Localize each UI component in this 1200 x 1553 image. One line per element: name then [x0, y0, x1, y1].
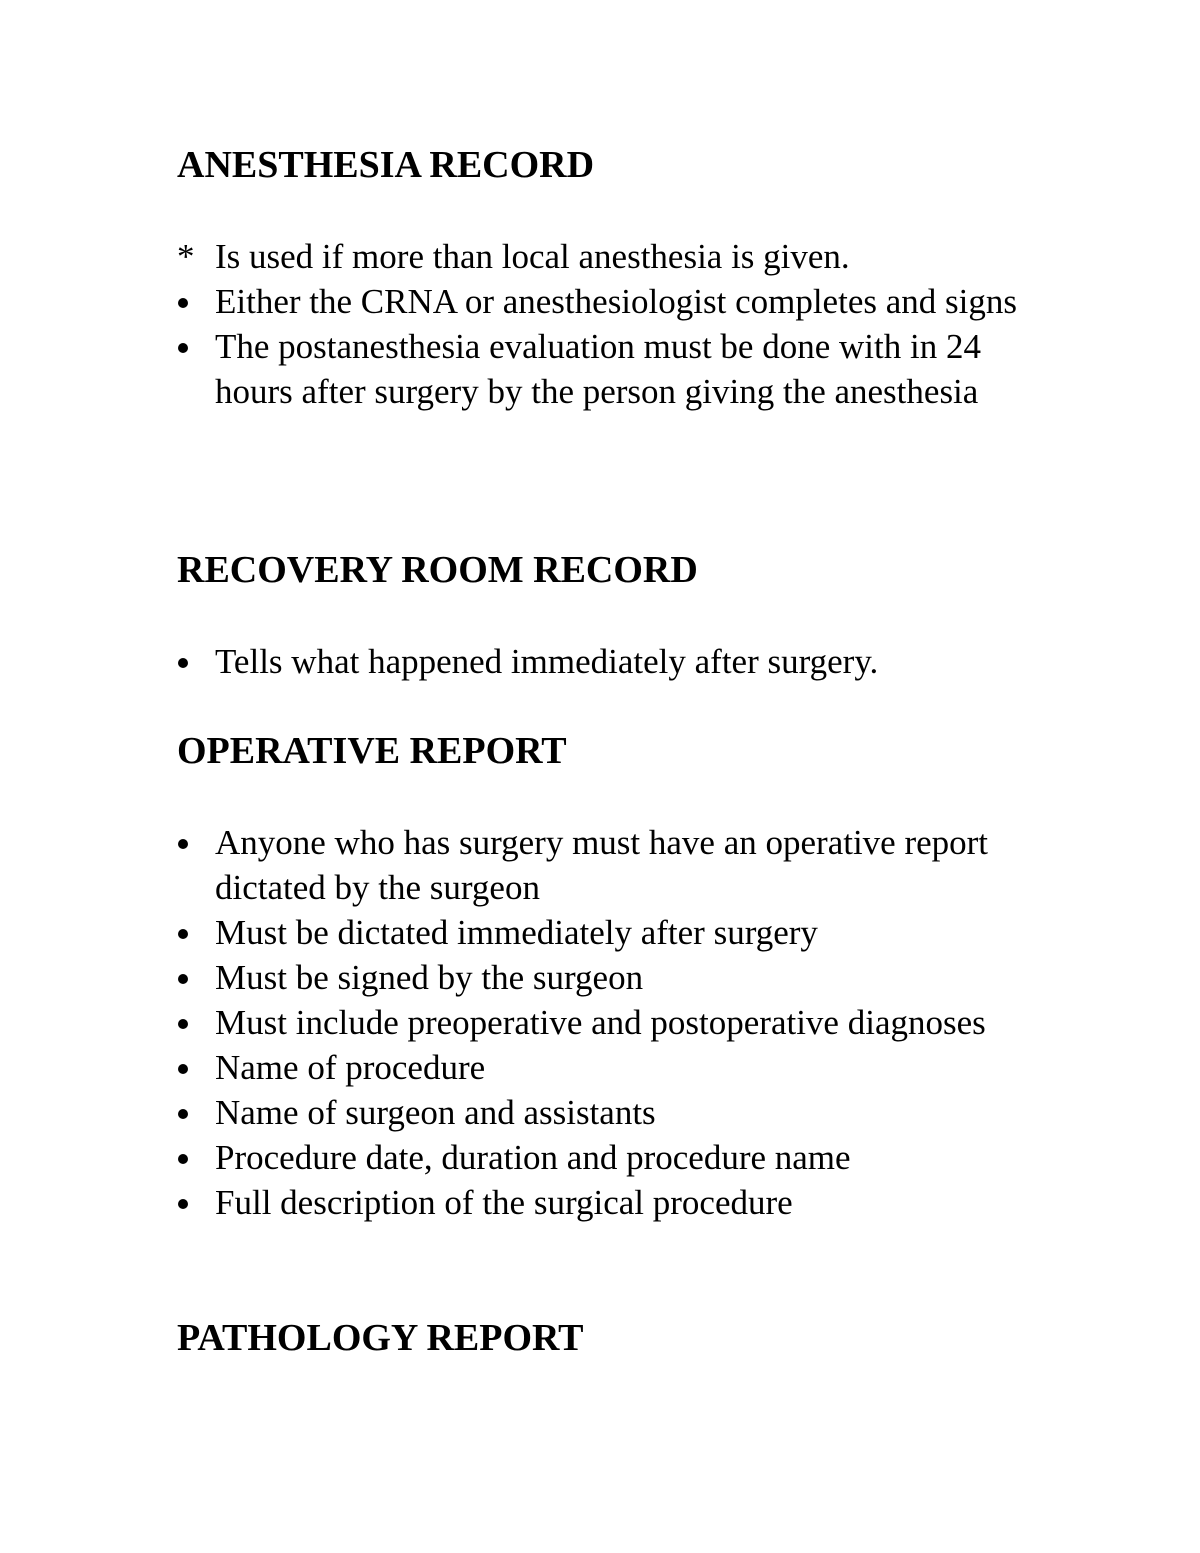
- bullet-icon: [177, 910, 207, 955]
- list-item-text: Must include preoperative and postoperative diagnoses: [215, 1003, 986, 1042]
- list-item: [177, 639, 1017, 684]
- list-item: [177, 234, 1017, 279]
- list-item-text: Anyone who has surgery must have an operative report dictated by the surgeon: [215, 823, 989, 907]
- list-item: [177, 820, 1017, 910]
- list-item-text: Must be dictated immediately after surgery: [215, 913, 818, 952]
- bullet-icon: [177, 279, 207, 324]
- list-item-text: Name of surgeon and assistants: [215, 1093, 656, 1132]
- bullet-icon: [177, 1090, 207, 1135]
- operative-report-list: [177, 820, 1017, 1225]
- recovery-room-record-list: [177, 639, 1017, 684]
- list-item: [177, 1045, 1017, 1090]
- list-item-text: Tells what happened immediately after surgery.: [215, 642, 879, 681]
- bullet-icon: [177, 1180, 207, 1225]
- list-item: [177, 324, 1017, 414]
- list-item: [177, 1135, 1017, 1180]
- bullet-icon: [177, 639, 207, 684]
- section-heading-anesthesia-record: ANESTHESIA RECORD: [177, 144, 595, 186]
- list-item-text: Either the CRNA or anesthesiologist completes and signs: [215, 282, 1017, 321]
- list-item-text: Procedure date, duration and procedure name: [215, 1138, 851, 1177]
- list-item-text: Name of procedure: [215, 1048, 486, 1087]
- bullet-icon: [177, 1000, 207, 1045]
- list-item: [177, 1180, 1017, 1225]
- list-item-text: The postanesthesia evaluation must be done with in 24 hours after surgery by the person giving the anesthesia: [215, 327, 981, 411]
- list-item: [177, 1000, 1017, 1045]
- section-heading-recovery-room-record: RECOVERY ROOM RECORD: [177, 549, 698, 591]
- bullet-icon: [177, 324, 207, 369]
- list-item: [177, 279, 1017, 324]
- bullet-icon: [177, 1045, 207, 1090]
- list-item: [177, 955, 1017, 1000]
- section-heading-operative-report: OPERATIVE REPORT: [177, 730, 567, 772]
- list-item: [177, 1090, 1017, 1135]
- list-item-text: Full description of the surgical procedure: [215, 1183, 793, 1222]
- list-item: [177, 910, 1017, 955]
- asterisk-marker: *: [177, 237, 195, 276]
- bullet-icon: [177, 820, 207, 865]
- list-item-text: Must be signed by the surgeon: [215, 958, 644, 997]
- bullet-icon: [177, 955, 207, 1000]
- list-item-text: Is used if more than local anesthesia is given.: [215, 237, 850, 276]
- bullet-icon: [177, 1135, 207, 1180]
- anesthesia-record-list: [177, 234, 1017, 414]
- section-heading-pathology-report: PATHOLOGY REPORT: [177, 1317, 584, 1359]
